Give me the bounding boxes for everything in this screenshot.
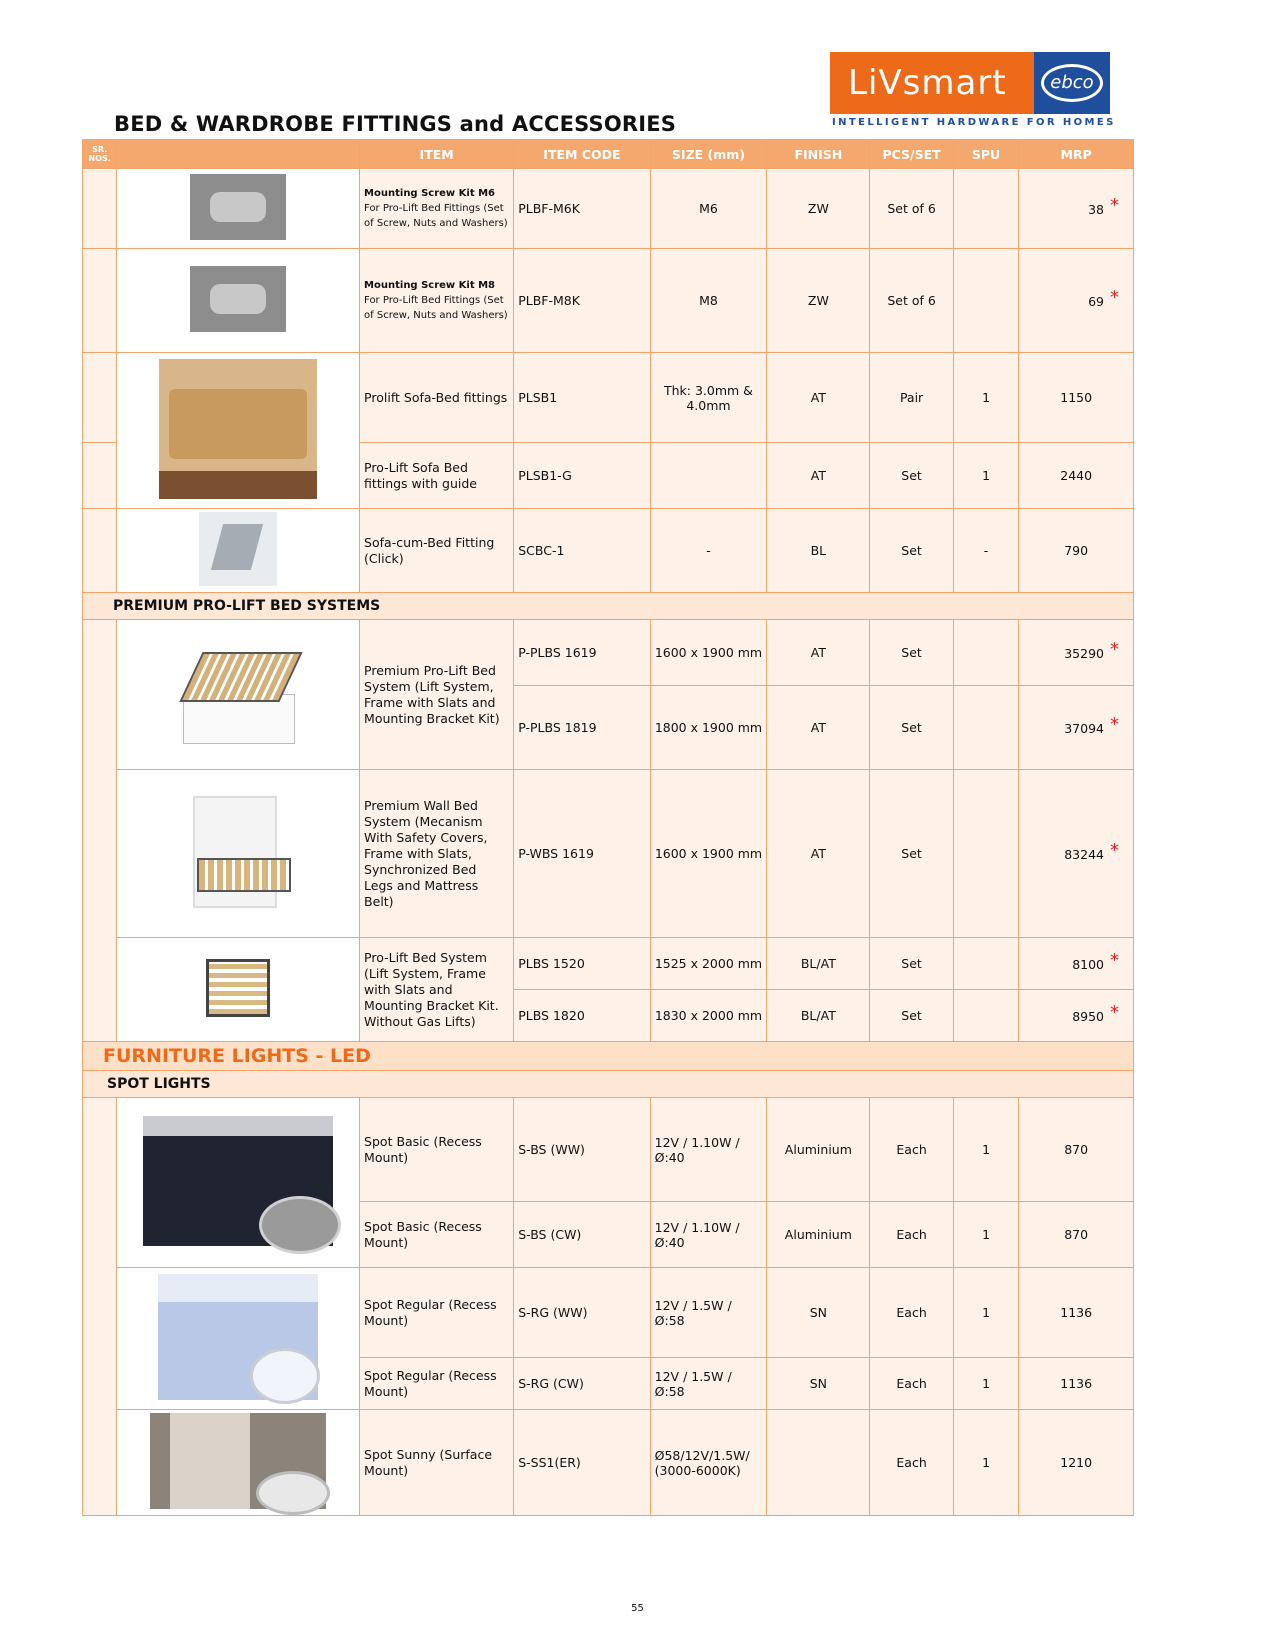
sr-cell — [83, 169, 117, 249]
item-cell: Pro-Lift Sofa Bed fittings with guide — [360, 443, 514, 509]
section-lights-title — [83, 1042, 1134, 1071]
sr-cell — [83, 249, 117, 353]
price-list-table — [82, 139, 1134, 1516]
pro-lift-frame-image — [206, 959, 270, 1017]
mrp-cell — [1019, 620, 1134, 686]
mrp-cell: 2440 — [1019, 443, 1134, 509]
table-row — [83, 938, 1134, 990]
mrp-value: 69 — [1088, 294, 1104, 309]
table-row — [83, 770, 1134, 938]
size-cell: Ø58/12V/1.5W/ (3000-6000K) — [650, 1410, 767, 1516]
brand-tagline: INTELLIGENT HARDWARE FOR HOMES — [832, 117, 1116, 128]
item-cell: Prolift Sofa-Bed fittings — [360, 353, 514, 443]
mrp-value: 83244 — [1064, 847, 1104, 862]
product-image-cell — [117, 938, 360, 1042]
spu-cell: 1 — [953, 1098, 1019, 1202]
size-cell: Thk: 3.0mm & 4.0mm — [650, 353, 767, 443]
header-pcs: PCS/SET — [870, 140, 953, 169]
table-row — [83, 1268, 1134, 1358]
pcs-cell: Each — [870, 1358, 953, 1410]
spot-sunny-image — [150, 1413, 326, 1509]
section-lights-label: FURNITURE LIGHTS - LED — [103, 1045, 371, 1067]
mrp-value: 8100 — [1072, 957, 1104, 972]
finish-cell: BL — [767, 509, 870, 593]
code-cell: PLBF-M6K — [514, 169, 650, 249]
item-name-rest: For Pro-Lift Bed Fittings (Set of Screw, Nuts and Washers) — [364, 203, 508, 229]
pcs-cell: Each — [870, 1410, 953, 1516]
brand-logo — [830, 52, 1110, 114]
spu-cell — [953, 620, 1019, 686]
code-cell: PLBS 1820 — [514, 990, 650, 1042]
header-finish: FINISH — [767, 140, 870, 169]
table-row — [83, 353, 1134, 443]
table-row — [83, 169, 1134, 249]
size-cell: 1600 x 1900 mm — [650, 770, 767, 938]
mrp-cell: 1210 — [1019, 1410, 1134, 1516]
section-header-row — [83, 593, 1134, 620]
section-spot-label: SPOT LIGHTS — [107, 1076, 211, 1092]
spu-cell: 1 — [953, 1268, 1019, 1358]
mrp-cell — [1019, 169, 1134, 249]
item-name-bold: Mounting Screw Kit M6 — [364, 188, 495, 199]
size-cell: 12V / 1.5W / Ø:58 — [650, 1358, 767, 1410]
sofa-bed-image — [159, 359, 317, 499]
code-cell: PLBS 1520 — [514, 938, 650, 990]
finish-cell: AT — [767, 443, 870, 509]
item-cell: Pro-Lift Bed System (Lift System, Frame with Slats and Mounting Bracket Kit. Without Gas Lifts) — [360, 938, 514, 1042]
code-cell: S-BS (CW) — [514, 1202, 650, 1268]
table-header-row — [83, 140, 1134, 169]
mrp-asterisk: * — [1110, 1002, 1119, 1023]
pcs-cell: Set — [870, 938, 953, 990]
pcs-cell: Each — [870, 1268, 953, 1358]
header-sr: SR. NOS. — [83, 140, 117, 169]
mrp-value: 8950 — [1072, 1009, 1104, 1024]
table-row — [83, 1410, 1134, 1516]
size-cell: - — [650, 509, 767, 593]
table-row — [83, 509, 1134, 593]
finish-cell: ZW — [767, 169, 870, 249]
product-image-cell — [117, 169, 360, 249]
finish-cell: AT — [767, 686, 870, 770]
mrp-cell — [1019, 686, 1134, 770]
mrp-value: 35290 — [1064, 646, 1104, 661]
spu-cell: 1 — [953, 1202, 1019, 1268]
spot-regular-image — [158, 1274, 318, 1400]
finish-cell: Aluminium — [767, 1202, 870, 1268]
spu-cell: 1 — [953, 1410, 1019, 1516]
sr-cell — [83, 620, 117, 1042]
pcs-cell: Set of 6 — [870, 169, 953, 249]
product-image-cell — [117, 1410, 360, 1516]
livsmart-logo-text: LiVsmart — [830, 52, 1034, 114]
size-cell: 1800 x 1900 mm — [650, 686, 767, 770]
code-cell: PLSB1 — [514, 353, 650, 443]
finish-cell: Aluminium — [767, 1098, 870, 1202]
code-cell: PLSB1-G — [514, 443, 650, 509]
section-spot-title — [83, 1071, 1134, 1098]
finish-cell: BL/AT — [767, 990, 870, 1042]
sr-cell — [83, 443, 117, 509]
item-cell: Spot Regular (Recess Mount) — [360, 1358, 514, 1410]
page-number: 55 — [631, 1603, 644, 1614]
item-cell — [360, 249, 514, 353]
spu-cell: - — [953, 509, 1019, 593]
pcs-cell: Set — [870, 686, 953, 770]
premium-lift-bed-image — [173, 634, 303, 752]
header-code: ITEM CODE — [514, 140, 650, 169]
header-spu: SPU — [953, 140, 1019, 169]
product-image-cell — [117, 1268, 360, 1410]
size-cell: 12V / 1.5W / Ø:58 — [650, 1268, 767, 1358]
header-mrp: MRP — [1019, 140, 1134, 169]
spu-cell — [953, 686, 1019, 770]
subsection-header-row — [83, 1071, 1134, 1098]
mrp-cell — [1019, 770, 1134, 938]
size-cell: 1525 x 2000 mm — [650, 938, 767, 990]
mrp-asterisk: * — [1110, 287, 1119, 308]
item-cell — [360, 169, 514, 249]
spu-cell — [953, 990, 1019, 1042]
product-image-cell — [117, 770, 360, 938]
code-cell: S-RG (CW) — [514, 1358, 650, 1410]
code-cell: P-PLBS 1619 — [514, 620, 650, 686]
header-item: ITEM — [360, 140, 514, 169]
code-cell: P-WBS 1619 — [514, 770, 650, 938]
pcs-cell: Each — [870, 1098, 953, 1202]
item-cell: Premium Wall Bed System (Mecanism With Safety Covers, Frame with Slats, Synchronized Bed Legs and Mattress Belt) — [360, 770, 514, 938]
finish-cell: AT — [767, 353, 870, 443]
spu-cell: 1 — [953, 353, 1019, 443]
size-cell: 12V / 1.10W / Ø:40 — [650, 1098, 767, 1202]
product-image-cell — [117, 509, 360, 593]
section-premium-title — [83, 593, 1134, 620]
header-size: SIZE (mm) — [650, 140, 767, 169]
ebco-logo — [1034, 52, 1110, 114]
table-row — [83, 1098, 1134, 1202]
finish-cell: ZW — [767, 249, 870, 353]
code-cell: S-RG (WW) — [514, 1268, 650, 1358]
size-cell: 1600 x 1900 mm — [650, 620, 767, 686]
pcs-cell: Set — [870, 990, 953, 1042]
sr-cell — [83, 1098, 117, 1516]
mrp-asterisk: * — [1110, 195, 1119, 216]
size-cell — [650, 443, 767, 509]
header-image — [117, 140, 360, 169]
pcs-cell: Pair — [870, 353, 953, 443]
mrp-cell: 1136 — [1019, 1268, 1134, 1358]
spu-cell — [953, 938, 1019, 990]
finish-cell: AT — [767, 620, 870, 686]
spu-cell — [953, 169, 1019, 249]
ebco-logo-text: ebco — [1041, 64, 1103, 102]
code-cell: PLBF-M8K — [514, 249, 650, 353]
pcs-cell: Set of 6 — [870, 249, 953, 353]
wall-bed-image — [183, 792, 293, 912]
item-name-rest: For Pro-Lift Bed Fittings (Set of Screw, Nuts and Washers) — [364, 295, 508, 321]
mrp-cell — [1019, 990, 1134, 1042]
pcs-cell: Set — [870, 770, 953, 938]
mrp-asterisk: * — [1110, 840, 1119, 861]
mrp-asterisk: * — [1110, 639, 1119, 660]
mrp-asterisk: * — [1110, 950, 1119, 971]
pcs-cell: Each — [870, 1202, 953, 1268]
mrp-cell: 870 — [1019, 1098, 1134, 1202]
item-cell: Spot Regular (Recess Mount) — [360, 1268, 514, 1358]
mrp-cell: 790 — [1019, 509, 1134, 593]
item-cell: Spot Basic (Recess Mount) — [360, 1098, 514, 1202]
mrp-value: 37094 — [1064, 721, 1104, 736]
size-cell: 12V / 1.10W / Ø:40 — [650, 1202, 767, 1268]
product-image-cell — [117, 1098, 360, 1268]
item-name-bold: Mounting Screw Kit M8 — [364, 280, 495, 291]
item-cell: Sofa-cum-Bed Fitting (Click) — [360, 509, 514, 593]
finish-cell: SN — [767, 1268, 870, 1358]
code-cell: S-BS (WW) — [514, 1098, 650, 1202]
finish-cell: AT — [767, 770, 870, 938]
finish-cell: BL/AT — [767, 938, 870, 990]
mrp-cell: 1136 — [1019, 1358, 1134, 1410]
section-premium-label: PREMIUM PRO-LIFT BED SYSTEMS — [113, 598, 381, 614]
screw-kit-m8-image — [190, 266, 286, 332]
size-cell: M6 — [650, 169, 767, 249]
item-cell: Spot Basic (Recess Mount) — [360, 1202, 514, 1268]
mrp-cell — [1019, 938, 1134, 990]
code-cell: P-PLBS 1819 — [514, 686, 650, 770]
pcs-cell: Set — [870, 620, 953, 686]
mrp-cell: 1150 — [1019, 353, 1134, 443]
sofa-cum-bed-fitting-image — [199, 512, 277, 586]
pcs-cell: Set — [870, 509, 953, 593]
page-title: BED & WARDROBE FITTINGS and ACCESSORIES — [114, 112, 677, 136]
table-row — [83, 620, 1134, 686]
section-header-row — [83, 1042, 1134, 1071]
product-image-cell — [117, 620, 360, 770]
pcs-cell: Set — [870, 443, 953, 509]
spu-cell: 1 — [953, 443, 1019, 509]
spot-basic-image — [143, 1116, 333, 1246]
mrp-value: 38 — [1088, 202, 1104, 217]
spu-cell — [953, 770, 1019, 938]
size-cell: 1830 x 2000 mm — [650, 990, 767, 1042]
screw-kit-m6-image — [190, 174, 286, 240]
table-row — [83, 249, 1134, 353]
mrp-cell — [1019, 249, 1134, 353]
item-cell: Premium Pro-Lift Bed System (Lift System, Frame with Slats and Mounting Bracket Kit) — [360, 620, 514, 770]
spu-cell — [953, 249, 1019, 353]
sr-cell — [83, 353, 117, 443]
product-image-cell — [117, 249, 360, 353]
sr-cell — [83, 509, 117, 593]
item-cell: Spot Sunny (Surface Mount) — [360, 1410, 514, 1516]
finish-cell: SN — [767, 1358, 870, 1410]
product-image-cell — [117, 353, 360, 509]
mrp-asterisk: * — [1110, 714, 1119, 735]
code-cell: SCBC-1 — [514, 509, 650, 593]
size-cell: M8 — [650, 249, 767, 353]
code-cell: S-SS1(ER) — [514, 1410, 650, 1516]
spu-cell: 1 — [953, 1358, 1019, 1410]
mrp-cell: 870 — [1019, 1202, 1134, 1268]
finish-cell — [767, 1410, 870, 1516]
